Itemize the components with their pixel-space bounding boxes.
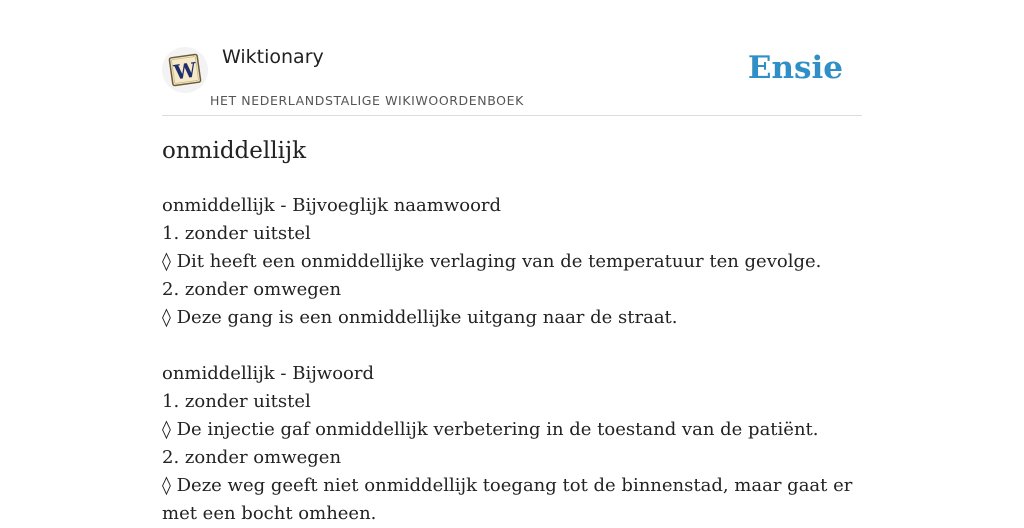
example-line: ◊ Deze weg geeft niet onmiddellijk toegang tot de binnenstad, maar gaat er met een bocht omheen. [162, 475, 853, 524]
entry-spacer [162, 332, 862, 360]
logo-letter: W [172, 57, 198, 85]
entry-heading: onmiddellijk - Bijwoord [162, 363, 375, 384]
example-line: ◊ De injectie gaf onmiddellijk verbetering in de toestand van de patiënt. [162, 419, 819, 440]
page [162, 0, 862, 524]
site-header [162, 0, 862, 116]
sense-line: 2. zonder omwegen [162, 279, 342, 300]
entry-adjective [162, 192, 862, 332]
site-tagline: HET NEDERLANDSTALIGE WIKIWOORDENBOEK [210, 93, 524, 108]
sense-line: 1. zonder uitstel [162, 223, 311, 244]
entry-adverb [162, 360, 862, 528]
wiktionary-logo-icon[interactable] [162, 47, 208, 93]
sense-line: 2. zonder omwegen [162, 447, 342, 468]
entry-heading: onmiddellijk - Bijvoeglijk naamwoord [162, 195, 502, 216]
site-name[interactable]: Wiktionary [222, 46, 324, 68]
logo-tile-icon [168, 53, 202, 87]
example-line: ◊ Dit heeft een onmiddellijke verlaging van de temperatuur ten gevolge. [162, 251, 822, 272]
ensie-brand-link[interactable]: Ensie [747, 50, 843, 86]
example-line: ◊ Deze gang is een onmiddellijke uitgang naar de straat. [162, 307, 678, 328]
definition-content [162, 192, 862, 528]
page-title: onmiddellijk [162, 138, 307, 164]
sense-line: 1. zonder uitstel [162, 391, 311, 412]
